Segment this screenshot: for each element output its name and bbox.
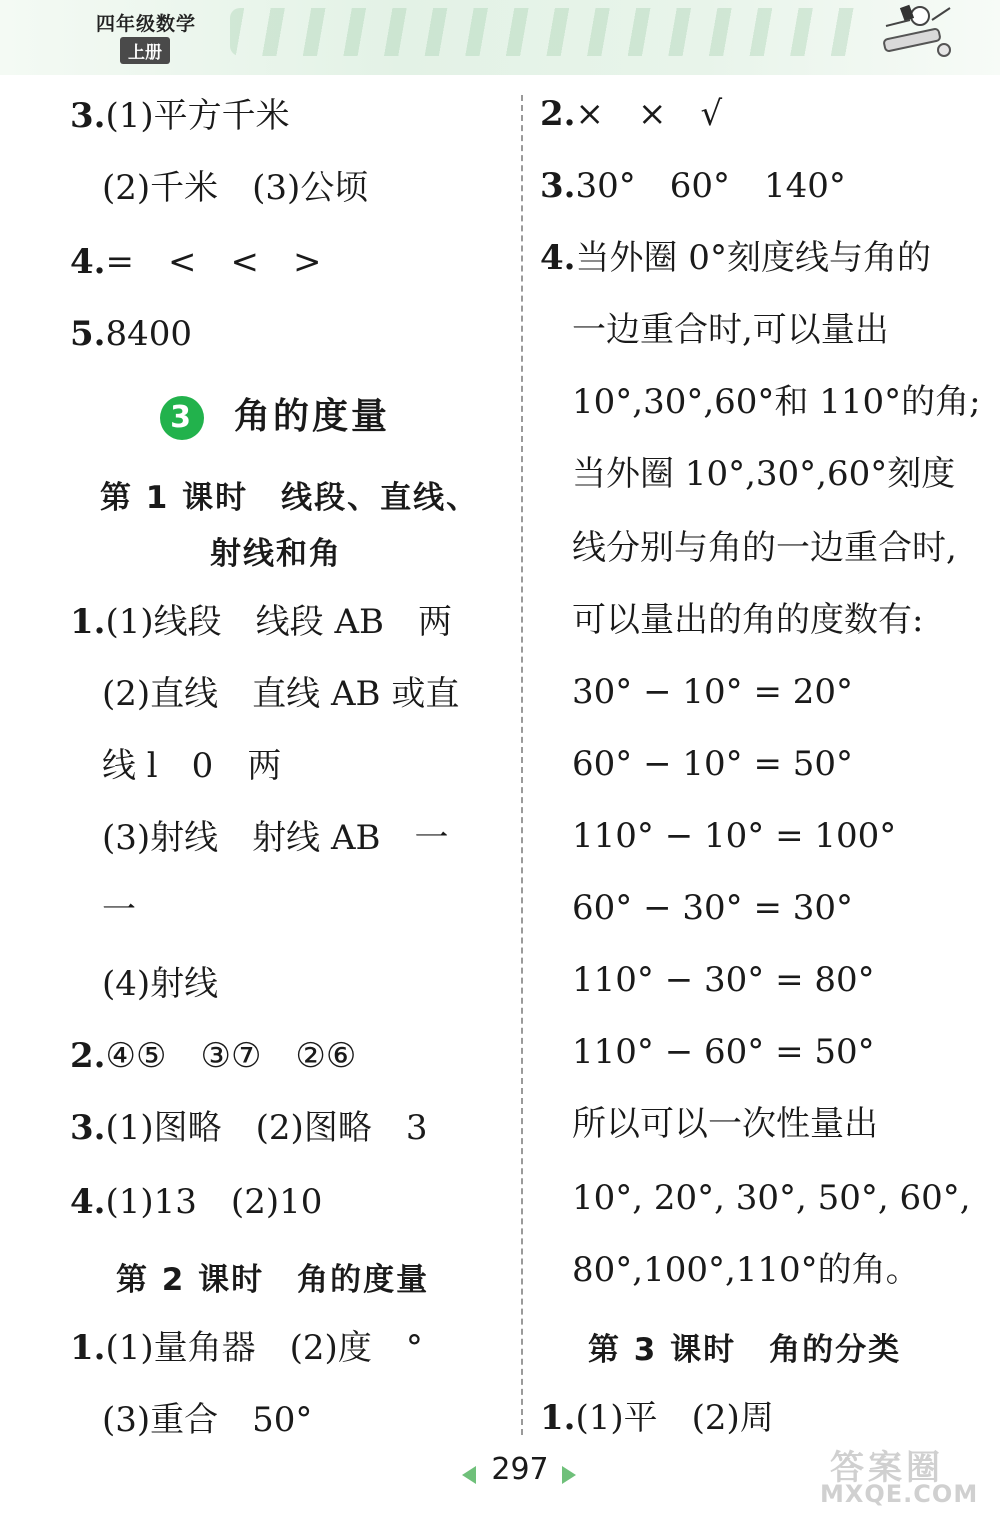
question-number: 3.: [540, 166, 576, 206]
answer-line: (3)射线 射线 AB 一: [102, 818, 449, 858]
question-number: 4.: [70, 1182, 106, 1222]
question-number: 1.: [70, 602, 106, 642]
equation-line: 60° − 30° = 30°: [572, 888, 853, 928]
lesson-title: 第 2 课时 角的度量: [116, 1262, 430, 1298]
watermark-logo-text: 答案圈: [830, 1448, 944, 1488]
answer-text: ④⑤ ③⑦ ②⑥: [105, 1036, 357, 1076]
header-decoration: [230, 8, 870, 56]
answer-line: 线分别与角的一边重合时,: [572, 528, 957, 568]
answer-text: = < < >: [105, 242, 322, 282]
answer-text: (1)量角器 (2)度 °: [105, 1328, 423, 1368]
answer-line: [540, 166, 846, 206]
answer-line: 一: [102, 890, 136, 930]
answer-line: 10°, 20°, 30°, 50°, 60°,: [572, 1178, 971, 1218]
equation-line: 110° − 30° = 80°: [572, 960, 875, 1000]
answer-line: [70, 314, 192, 354]
answer-line: (4)射线: [102, 964, 219, 1004]
answer-line: [70, 242, 321, 282]
watermark: [810, 1440, 985, 1510]
answer-text: (1)线段 线段 AB 两: [105, 602, 453, 642]
equation-line: 30° − 10° = 20°: [572, 672, 853, 712]
column-divider: [521, 95, 523, 1435]
question-number: 4.: [70, 242, 106, 282]
question-number: 3.: [70, 1108, 106, 1148]
page-number: 297: [491, 1452, 549, 1487]
mascot-illustration: [876, 0, 956, 64]
answer-line: (2)千米 (3)公顷: [102, 168, 369, 208]
question-number: 2.: [70, 1036, 106, 1076]
answer-line: 可以量出的角的度数有:: [572, 600, 924, 640]
section-heading: [160, 388, 390, 440]
answer-text: (1)13 (2)10: [105, 1182, 323, 1222]
answer-line: [540, 1398, 774, 1438]
answer-line: 所以可以一次性量出: [572, 1104, 878, 1144]
answer-line: [70, 96, 290, 136]
book-title: 四年级数学: [96, 13, 197, 35]
answer-line: [540, 238, 931, 278]
answer-line: [70, 1328, 423, 1368]
equation-line: 110° − 60° = 50°: [572, 1032, 875, 1072]
answer-text: 8400: [105, 314, 193, 354]
answer-text: (1)平方千米: [105, 96, 290, 136]
answer-text: 30° 60° 140°: [575, 166, 846, 206]
section-number-badge: 3: [160, 396, 204, 440]
equation-line: 110° − 10° = 100°: [572, 816, 897, 856]
question-number: 1.: [70, 1328, 106, 1368]
answer-line: 一边重合时,可以量出: [572, 310, 889, 350]
answer-line: 线 l 0 两: [102, 746, 282, 786]
question-number: 3.: [70, 96, 106, 136]
equation-line: 60° − 10° = 50°: [572, 744, 853, 784]
answer-line: 10°,30°,60°和 110°的角;: [572, 382, 981, 422]
lesson-title-cont: 射线和角: [210, 536, 342, 572]
answer-line: [70, 1036, 356, 1076]
watermark-url: MXQE.COM: [820, 1480, 979, 1508]
answer-line: 80°,100°,110°的角。: [572, 1250, 920, 1290]
lesson-title: 第 1 课时 线段、直线、: [100, 480, 480, 516]
page-header: [0, 0, 1000, 75]
section-title: 角的度量: [234, 396, 391, 437]
answer-text: × × √: [575, 94, 723, 134]
answer-line: 当外圈 10°,30°,60°刻度: [572, 454, 956, 494]
answer-line: [70, 1182, 322, 1222]
answer-line: [70, 602, 452, 642]
answer-line: [70, 1108, 427, 1148]
answer-line: [540, 94, 722, 134]
question-number: 2.: [540, 94, 576, 134]
lesson-title: 第 3 课时 角的分类: [588, 1332, 902, 1368]
question-number: 5.: [70, 314, 106, 354]
answer-line: (3)重合 50°: [102, 1400, 313, 1440]
answer-text: (1)图略 (2)图略 3: [105, 1108, 428, 1148]
question-number: 4.: [540, 238, 576, 278]
question-number: 1.: [540, 1398, 576, 1438]
answer-text: 当外圈 0°刻度线与角的: [575, 238, 931, 278]
answer-text: (1)平 (2)周: [575, 1398, 774, 1438]
volume-badge: 上册: [120, 37, 170, 64]
next-arrow-icon: [562, 1466, 576, 1484]
answer-line: (2)直线 直线 AB 或直: [102, 674, 460, 714]
